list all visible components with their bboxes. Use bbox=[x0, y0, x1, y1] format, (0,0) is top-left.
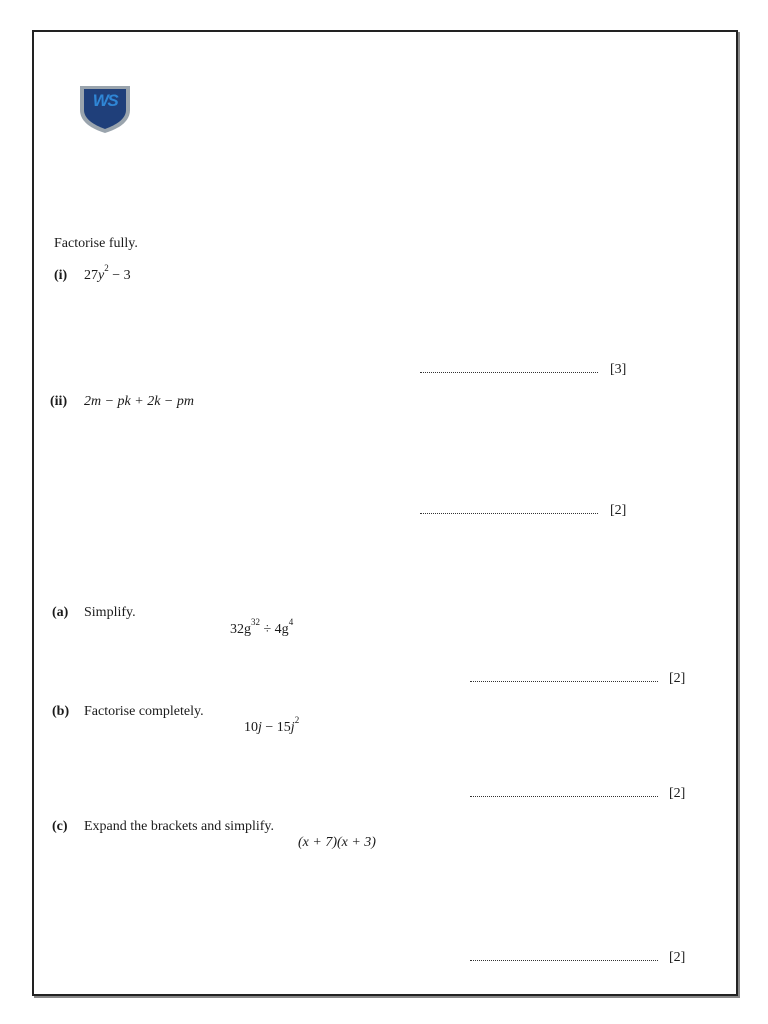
part-ii-label: (ii) bbox=[50, 394, 68, 409]
answer-line-ii[interactable] bbox=[420, 513, 598, 514]
part-b-expression: $10j - 15j^2$ bbox=[244, 715, 300, 735]
page-frame bbox=[32, 30, 738, 996]
marks-i: [3] bbox=[610, 362, 627, 377]
answer-line-a[interactable] bbox=[470, 681, 658, 682]
marks-a: [2] bbox=[669, 671, 686, 686]
part-c-text: Expand the brackets and simplify. bbox=[84, 819, 274, 834]
part-a-label: (a) bbox=[52, 605, 69, 620]
answer-line-c[interactable] bbox=[470, 960, 658, 961]
part-c-expression: (x + 7)(x + 3) bbox=[298, 835, 376, 850]
answer-line-i[interactable] bbox=[420, 372, 598, 373]
part-i-expression: $27y^2 - 3$ bbox=[84, 263, 131, 283]
part-b-label: (b) bbox=[52, 704, 70, 719]
part-b-text: Factorise completely. bbox=[84, 704, 204, 719]
part-i-label: (i) bbox=[54, 268, 68, 283]
part-ii-expression: 2m − pk + 2k − pm bbox=[84, 394, 194, 409]
marks-b: [2] bbox=[669, 786, 686, 801]
answer-line-b[interactable] bbox=[470, 796, 658, 797]
instruction-factorise-fully: Factorise fully. bbox=[54, 236, 138, 251]
part-a-expression: $32g^{32} \div 4g^4$ bbox=[230, 617, 294, 637]
part-a-text: Simplify. bbox=[84, 605, 136, 620]
part-c-label: (c) bbox=[52, 819, 68, 834]
marks-c: [2] bbox=[669, 950, 686, 965]
marks-ii: [2] bbox=[610, 503, 627, 518]
logo-text: WS bbox=[92, 91, 118, 110]
